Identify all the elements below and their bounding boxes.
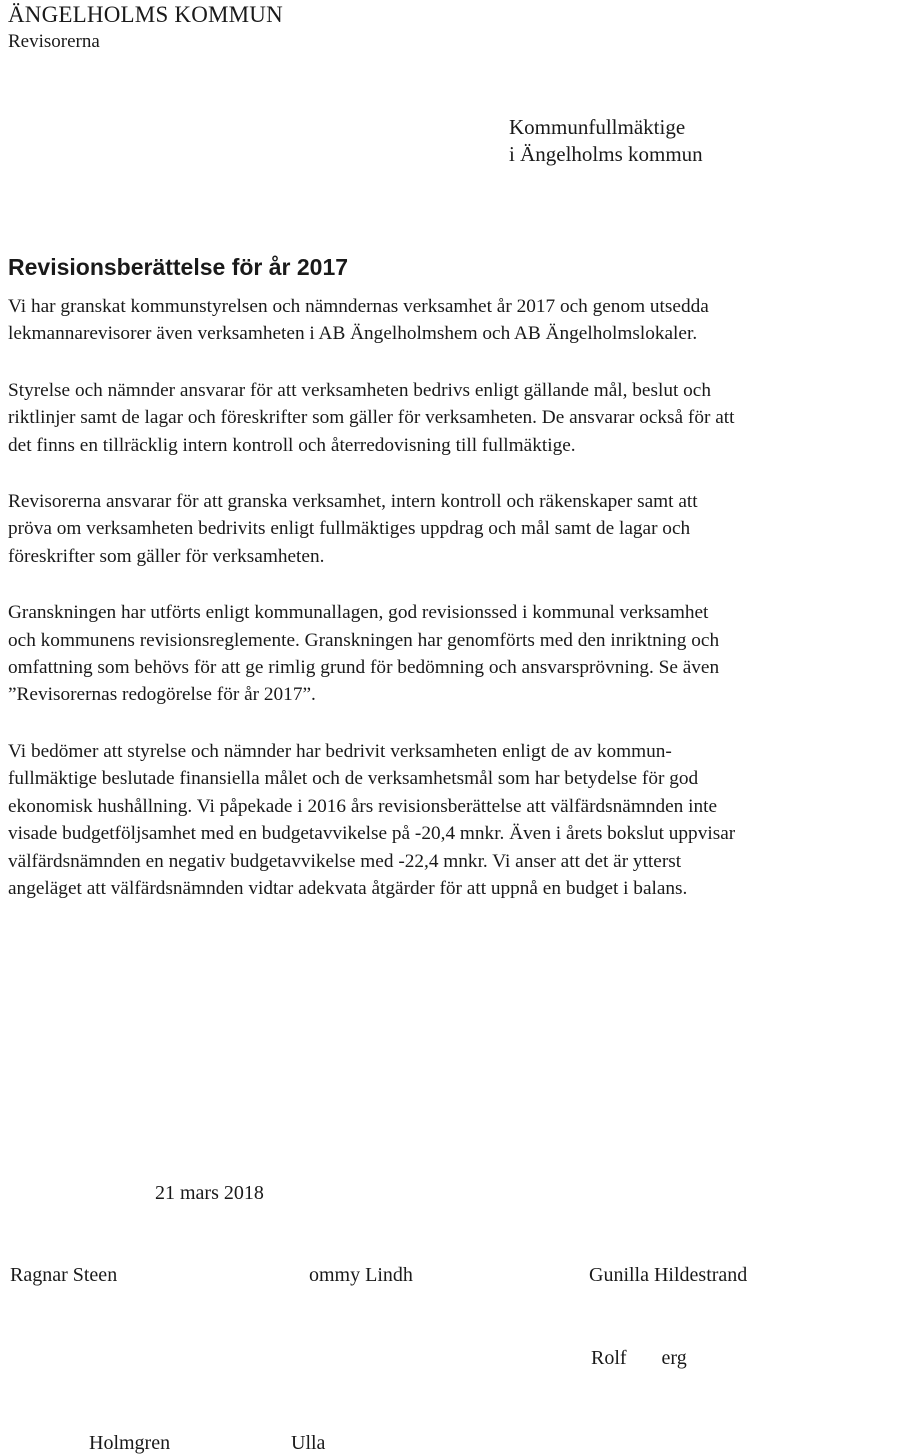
document-title: Revisionsberättelse för år 2017 [8,254,349,280]
paragraph [8,293,911,348]
paragraph-line: och kommunens revisionsreglemente. Granskningen har genomförts med den inriktning och [8,629,720,651]
paragraph [8,377,911,459]
paragraph-line: pröva om verksamheten bedrivits enligt fullmäktiges uppdrag och mål samt de lagar och [8,518,691,540]
signature-name: Ragnar Steen [10,1264,118,1286]
organization-name: ÄNGELHOLMS KOMMUN [8,2,283,27]
signature-name: Holmgren [89,1432,171,1454]
paragraph [8,738,911,902]
paragraph-line: fullmäktige beslutade finansiella målet och de verksamhetsmål som har betydelse för god [8,768,699,790]
paragraph-line: riktlinjer samt de lagar och föreskrifter som gäller för verksamheten. De ansvarar också för att [8,407,735,429]
paragraph-line: omfattning som behövs för att ge rimlig grund för bedömning och ansvarsprövning. Se även [8,657,720,679]
paragraph [8,599,911,709]
paragraph-line: ”Revisorernas redogörelse för år 2017”. [8,684,316,706]
paragraph-line: välfärdsnämnden en negativ budgetavvikelse med -22,4 mnkr. Vi anser att det är ytterst [8,850,682,872]
paragraph-line: lekmannarevisorer även verksamheten i AB Ängelholmshem och AB Ängelholmslokaler. [8,323,698,345]
paragraph-line: ekonomisk hushållning. Vi påpekade i 2016 års revisionsberättelse att välfärdsnämnden inte [8,795,718,817]
paragraph-line: Styrelse och nämnder ansvarar för att verksamheten bedrivs enligt gällande mål, beslut och [8,379,711,401]
paragraph-line: angeläget att välfärdsnämnden vidtar adekvata åtgärder för att uppnå en budget i balans. [8,877,688,899]
paragraph-line: Granskningen har utförts enligt kommunallagen, god revisionssed i kommunal verksamhet [8,602,709,624]
paragraph-line: Vi bedömer att styrelse och nämnder har bedrivit verksamheten enligt de av kommun- [8,740,672,762]
paragraph-line: Revisorerna ansvarar för att granska verksamhet, intern kontroll och räkenskaper samt att [8,491,698,513]
signing-date: 21 mars 2018 [155,1182,264,1204]
paragraph-line: föreskrifter som gäller för verksamheten. [8,545,325,567]
recipient-line-2: i Ängelholms kommun [509,142,703,166]
signature-name: Rolf erg [591,1347,687,1369]
signature-name: Ulla [291,1432,326,1454]
paragraph-line: visade budgetföljsamhet med en budgetavvikelse på -20,4 mnkr. Även i årets bokslut uppvisar [8,823,736,845]
recipient-line-1: Kommunfullmäktige [509,115,686,139]
paragraph-line: det finns en tillräcklig intern kontroll och återredovisning till fullmäktige. [8,434,576,456]
paragraph-line: Vi har granskat kommunstyrelsen och nämndernas verksamhet år 2017 och genom utsedda [8,296,709,317]
paragraph [8,488,911,570]
signature-name: Gunilla Hildestrand [589,1264,748,1286]
signature-name: ommy Lindh [309,1264,413,1286]
department-name: Revisorerna [8,31,100,52]
document-body [8,293,911,931]
